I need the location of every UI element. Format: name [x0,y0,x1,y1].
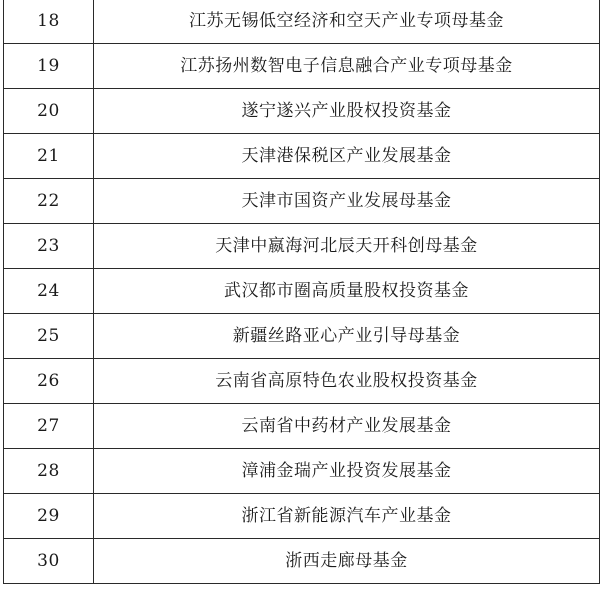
row-number: 29 [4,494,94,539]
row-number: 18 [4,0,94,44]
table-row [4,359,600,404]
fund-name: 天津港保税区产业发展基金 [94,134,600,179]
row-number: 25 [4,314,94,359]
fund-name: 浙江省新能源汽车产业基金 [94,494,600,539]
table-row [4,224,600,269]
row-number: 23 [4,224,94,269]
row-number: 26 [4,359,94,404]
fund-name: 云南省中药材产业发展基金 [94,404,600,449]
table-row [4,0,600,44]
fund-name: 天津中嬴海河北辰天开科创母基金 [94,224,600,269]
fund-name: 云南省高原特色农业股权投资基金 [94,359,600,404]
fund-name: 浙西走廊母基金 [94,539,600,584]
fund-name: 遂宁遂兴产业股权投资基金 [94,89,600,134]
table-row [4,494,600,539]
fund-name: 天津市国资产业发展母基金 [94,179,600,224]
row-number: 27 [4,404,94,449]
row-number: 19 [4,44,94,89]
table-row [4,314,600,359]
fund-name: 新疆丝路亚心产业引导母基金 [94,314,600,359]
fund-list-body [4,0,600,584]
table-row [4,134,600,179]
table-row [4,539,600,584]
fund-name: 漳浦金瑞产业投资发展基金 [94,449,600,494]
row-number: 21 [4,134,94,179]
table-row [4,179,600,224]
table-row [4,404,600,449]
row-number: 20 [4,89,94,134]
table-row [4,44,600,89]
row-number: 30 [4,539,94,584]
row-number: 24 [4,269,94,314]
fund-name: 江苏扬州数智电子信息融合产业专项母基金 [94,44,600,89]
table-row [4,269,600,314]
table-row [4,89,600,134]
row-number: 22 [4,179,94,224]
fund-name: 武汉都市圈高质量股权投资基金 [94,269,600,314]
fund-list-table [3,0,600,584]
fund-name: 江苏无锡低空经济和空天产业专项母基金 [94,0,600,44]
row-number: 28 [4,449,94,494]
table-row [4,449,600,494]
